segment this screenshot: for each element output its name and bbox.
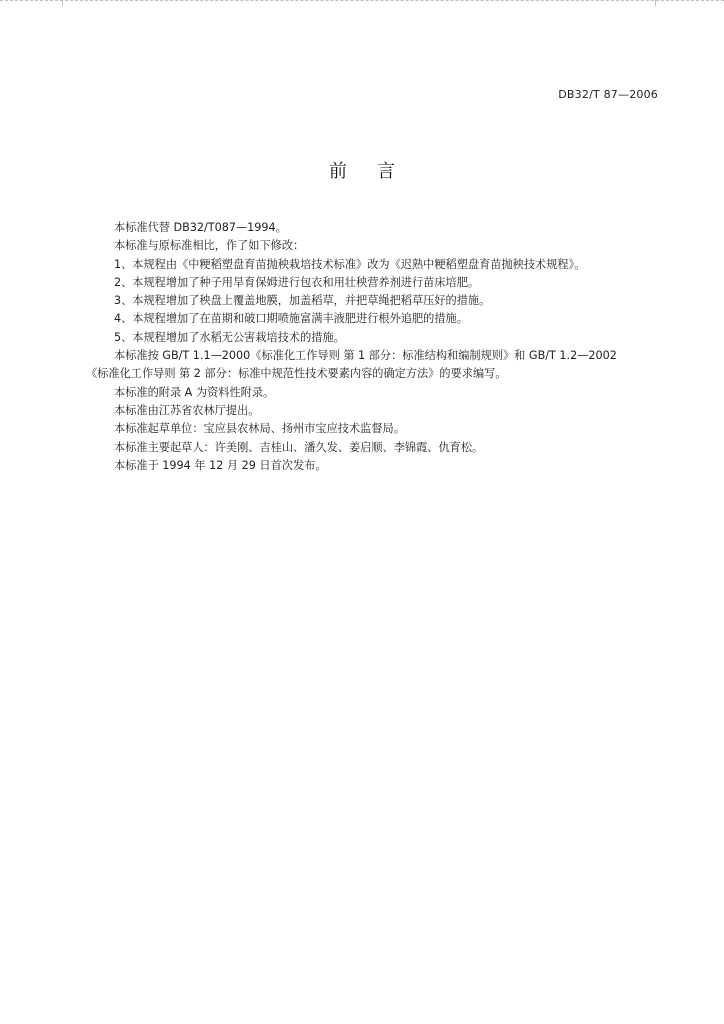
foreword-body (86, 219, 686, 475)
paragraph-proposed-by: 本标准由江苏省农林厅提出。 (114, 403, 260, 417)
scan-tick-mark (655, 0, 656, 6)
list-item-change-2: 2、本规程增加了种子用旱育保姆进行包衣和用壮秧营养剂进行苗床培肥。 (114, 275, 480, 289)
paragraph-drafting-units: 本标准起草单位：宝应县农林局、扬州市宝应技术监督局。 (114, 422, 405, 436)
paragraph-replaces: 本标准代替 DB32/T087—1994。 (114, 221, 287, 234)
paragraph-first-issued: 本标准于 1994 年 12 月 29 日首次发布。 (114, 458, 327, 472)
list-item-change-5: 5、本规程增加了水稻无公害栽培技术的措施。 (114, 330, 345, 344)
paragraph-changes-intro: 本标准与原标准相比，作了如下修改： (114, 239, 305, 253)
paragraph-drafting-rules-cont: 《标准化工作导则 第 2 部分：标准中规范性技术要素内容的确定方法》的要求编写。 (86, 367, 507, 381)
document-code: DB32/T 87—2006 (558, 88, 658, 101)
page-title: 前言 (329, 161, 425, 182)
list-item-change-1: 1、本规程由《中粳稻塑盘育苗抛秧栽培技术标准》改为《迟熟中粳稻塑盘育苗抛秧技术规程》。 (114, 257, 586, 271)
scan-tick-mark (62, 0, 63, 6)
list-item-change-4: 4、本规程增加了在苗期和破口期喷施富满丰液肥进行根外追肥的措施。 (114, 312, 468, 326)
paragraph-drafters: 本标准主要起草人：许美刚、吉桂山、潘久发、姜启顺、李锦霞、仇育松。 (114, 440, 484, 454)
list-item-change-3: 3、本规程增加了秧盘上覆盖地膜，加盖稻草，并把草绳把稻草压好的措施。 (114, 294, 491, 308)
page-top-edge (0, 0, 724, 3)
paragraph-drafting-rules: 本标准按 GB/T 1.1—2000《标准化工作导则 第 1 部分：标准结构和编制规则》和 GB/T 1.2—2002 (114, 349, 617, 363)
paragraph-appendix: 本标准的附录 A 为资料性附录。 (114, 385, 275, 399)
